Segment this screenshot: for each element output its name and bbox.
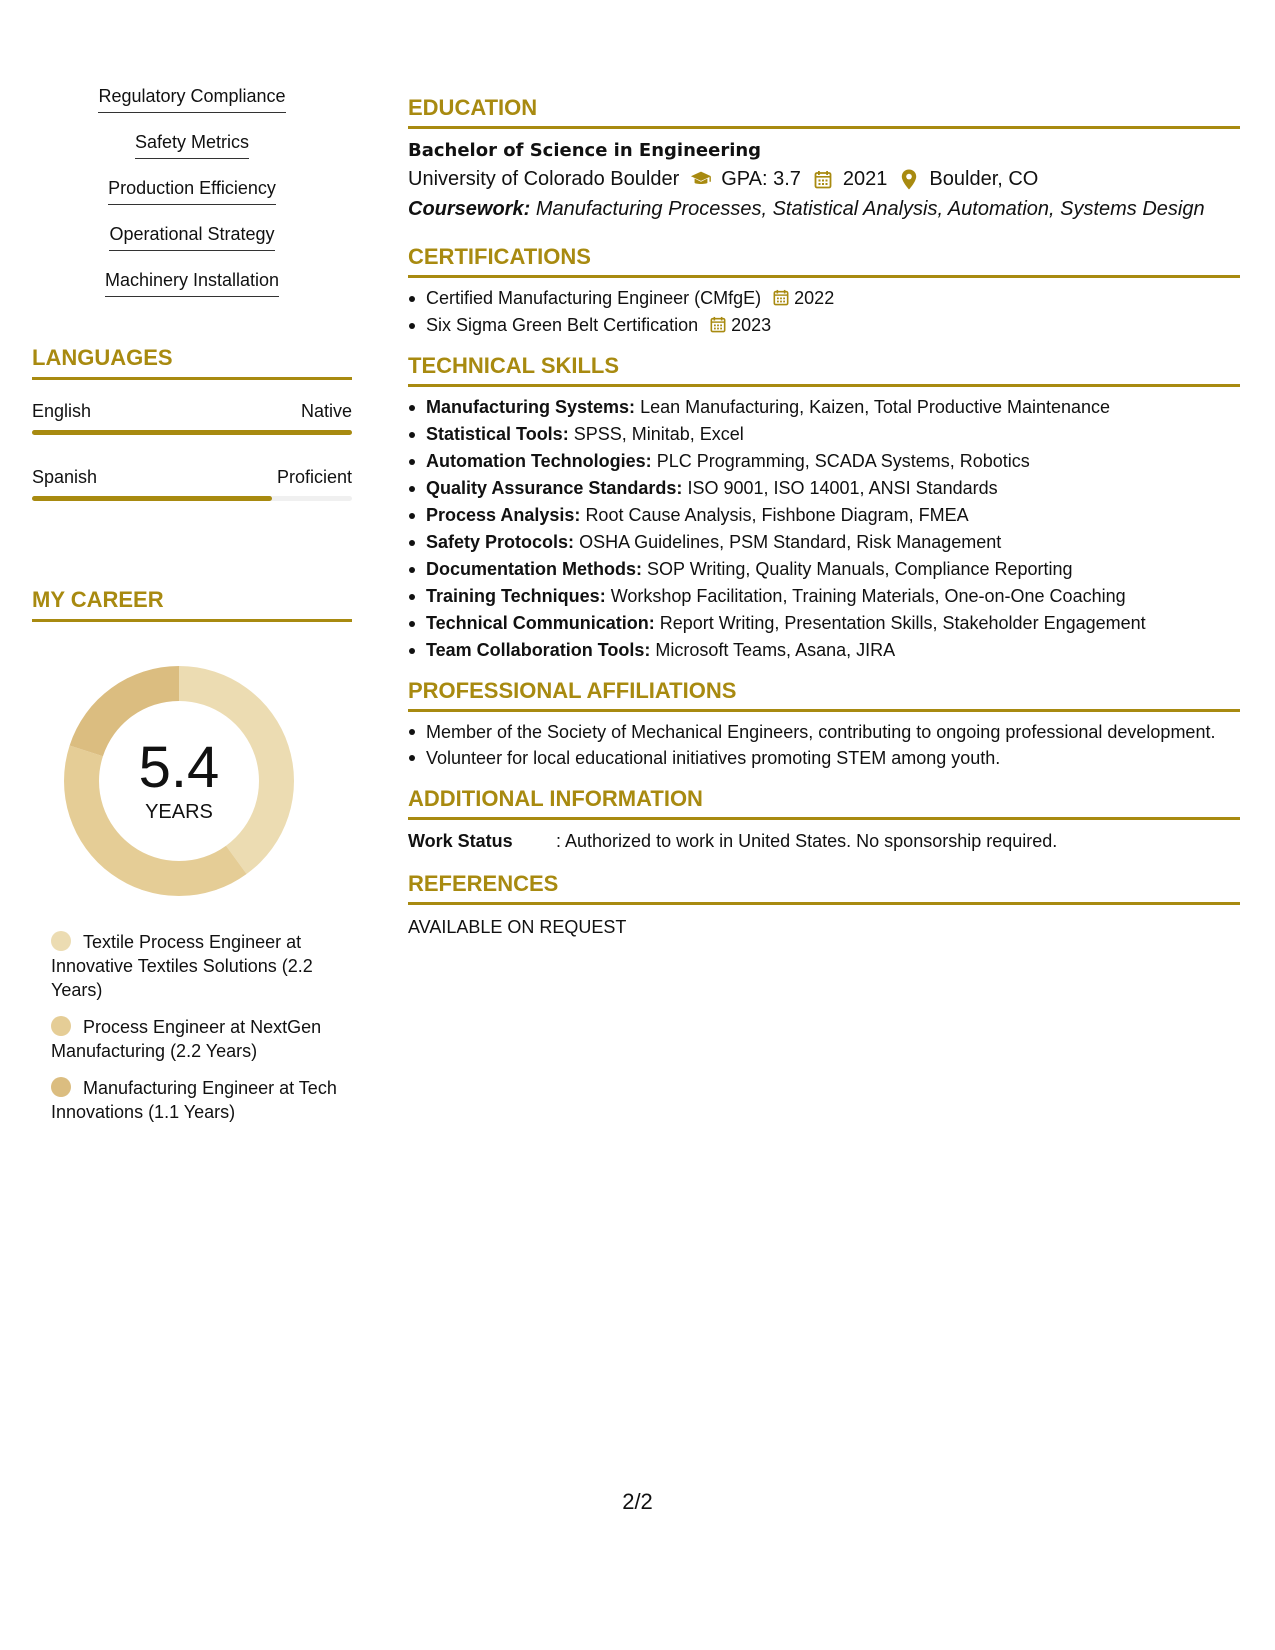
affiliation-item: Volunteer for local educational initiatives promoting STEM among youth. [408, 746, 1240, 770]
references-text: AVAILABLE ON REQUEST [408, 917, 627, 937]
language-bar-fill [32, 430, 352, 435]
affiliation-item: Member of the Society of Mechanical Engineers, contributing to ongoing professional development. [408, 720, 1240, 744]
certification-item [408, 285, 1240, 312]
skill-item [408, 502, 1240, 529]
skill-item [408, 610, 1240, 637]
certification-name: Certified Manufacturing Engineer (CMfgE) [426, 288, 762, 308]
legend-item [51, 1076, 341, 1124]
legend-label: Manufacturing Engineer at Tech Innovations (1.1 Years) [51, 1078, 337, 1122]
certification-year: 2023 [731, 315, 772, 335]
skill-item [408, 394, 1240, 421]
skills-list [32, 84, 352, 314]
language-bar-fill [32, 496, 272, 501]
language-level: Native [300, 401, 352, 421]
skill-label: Process Analysis: [426, 505, 581, 525]
skill-item [408, 421, 1240, 448]
graduation-year: 2021 [842, 168, 888, 190]
coursework [408, 194, 1240, 224]
certifications-section [408, 243, 1240, 339]
additional-info-title: ADDITIONAL INFORMATION [408, 785, 1240, 820]
skill-value: Microsoft Teams, Asana, JIRA [655, 640, 896, 660]
certification-item [408, 312, 1240, 339]
skill-label: Automation Technologies: [426, 451, 652, 471]
skill-item [408, 448, 1240, 475]
career-legend [51, 930, 341, 1137]
gpa: GPA: 3.7 [721, 168, 801, 190]
legend-label: Process Engineer at NextGen Manufacturing (2.2 Years) [51, 1017, 322, 1061]
certification-year: 2022 [794, 288, 835, 308]
coursework-value: Manufacturing Processes, Statistical Analysis, Automation, Systems Design [535, 198, 1205, 220]
skill-value: ISO 9001, ISO 14001, ANSI Standards [687, 478, 998, 498]
school-location: Boulder, CO [929, 168, 1039, 190]
language-item [32, 465, 352, 501]
career-total: 5.4 [138, 735, 220, 800]
skill-item [408, 529, 1240, 556]
skill-tag: Regulatory Compliance [98, 84, 285, 113]
languages-title: LANGUAGES [32, 344, 352, 380]
skill-value: Report Writing, Presentation Skills, Stakeholder Engagement [659, 613, 1146, 633]
coursework-label: Coursework: [408, 198, 531, 220]
page-number: 2/2 [622, 1489, 653, 1514]
skill-label: Technical Communication: [426, 613, 655, 633]
additional-info-section [408, 785, 1240, 854]
skill-label: Safety Protocols: [426, 532, 575, 552]
technical-skills-section [408, 352, 1240, 664]
language-bar [32, 496, 352, 501]
legend-item [51, 930, 341, 1002]
skill-value: Lean Manufacturing, Kaizen, Total Productive Maintenance [640, 397, 1111, 417]
affiliations-section [408, 677, 1240, 770]
skill-value: Workshop Facilitation, Training Materials, One-on-One Coaching [610, 586, 1126, 606]
education-section [408, 94, 1240, 224]
skill-label: Manufacturing Systems: [426, 397, 636, 417]
skill-label: Documentation Methods: [426, 559, 642, 579]
languages-section [32, 344, 352, 501]
skill-label: Statistical Tools: [426, 424, 569, 444]
references-title: REFERENCES [408, 870, 1240, 905]
donut-center [64, 666, 294, 896]
skill-item [408, 556, 1240, 583]
calendar-icon [812, 168, 834, 190]
legend-label: Textile Process Engineer at Innovative Textiles Solutions (2.2 Years) [51, 932, 313, 1000]
language-item [32, 399, 352, 435]
career-section [32, 586, 352, 1122]
language-level: Proficient [276, 467, 352, 487]
graduation-cap-icon [690, 168, 712, 190]
skill-value: PLC Programming, SCADA Systems, Robotics [656, 451, 1030, 471]
skill-tag: Machinery Installation [105, 268, 279, 297]
work-status-value: : Authorized to work in United States. No sponsorship required. [556, 831, 1058, 851]
skill-value: SPSS, Minitab, Excel [573, 424, 744, 444]
legend-item [51, 1015, 341, 1063]
degree-name: Bachelor of Science in Engineering [408, 140, 762, 161]
career-title: MY CAREER [32, 586, 352, 622]
school-name: University of Colorado Boulder [408, 168, 680, 190]
certification-name: Six Sigma Green Belt Certification [426, 315, 699, 335]
work-status-row [408, 828, 1240, 854]
certifications-title: CERTIFICATIONS [408, 243, 1240, 278]
affiliations-title: PROFESSIONAL AFFILIATIONS [408, 677, 1240, 712]
skill-tag: Safety Metrics [135, 130, 249, 159]
language-name: Spanish [32, 467, 98, 487]
skill-value: OSHA Guidelines, PSM Standard, Risk Management [579, 532, 1002, 552]
technical-skills-list [408, 394, 1240, 664]
language-name: English [32, 401, 92, 421]
calendar-icon [773, 289, 789, 306]
references-section [408, 870, 1240, 940]
skill-label: Team Collaboration Tools: [426, 640, 651, 660]
right-column [408, 94, 1240, 940]
skill-item [408, 475, 1240, 502]
skill-label: Training Techniques: [426, 586, 606, 606]
technical-skills-title: TECHNICAL SKILLS [408, 352, 1240, 387]
legend-dot [51, 1016, 71, 1036]
affiliations-list [408, 720, 1240, 770]
legend-dot [51, 931, 71, 951]
work-status-label: Work Status [408, 831, 513, 851]
skill-item [408, 583, 1240, 610]
career-unit: YEARS [145, 801, 213, 823]
location-pin-icon [898, 168, 920, 190]
education-title: EDUCATION [408, 94, 1240, 129]
left-column [32, 84, 352, 1122]
skill-tag: Production Efficiency [108, 176, 276, 205]
calendar-icon [710, 316, 726, 333]
skill-tag: Operational Strategy [109, 222, 274, 251]
language-bar [32, 430, 352, 435]
skill-value: Root Cause Analysis, Fishbone Diagram, FMEA [585, 505, 969, 525]
skill-value: SOP Writing, Quality Manuals, Compliance Reporting [647, 559, 1073, 579]
education-details [408, 164, 1240, 194]
skill-label: Quality Assurance Standards: [426, 478, 683, 498]
certifications-list [408, 285, 1240, 339]
legend-dot [51, 1077, 71, 1097]
skill-item [408, 637, 1240, 664]
